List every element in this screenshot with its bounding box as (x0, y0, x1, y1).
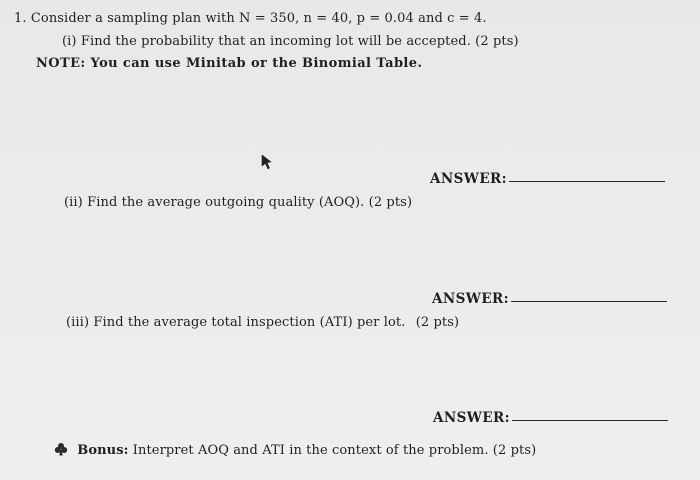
answer-2-label: ANSWER: (432, 291, 510, 307)
part-ii-label: (ii) (64, 195, 83, 210)
part-ii (64, 195, 412, 210)
bonus-points: (2 pts) (492, 443, 537, 458)
note-text: NOTE: You can use Minitab or the Binomial Table. (36, 56, 423, 71)
bonus-text: Interpret AOQ and ATI in the context of the problem. (132, 443, 489, 458)
answer-1-label: ANSWER: (430, 171, 508, 187)
part-iii (66, 315, 459, 330)
answer-3-label: ANSWER: (433, 410, 511, 426)
part-i-text: Find the probability that an incoming lot will be accepted. (80, 34, 471, 49)
question-intro (14, 11, 487, 26)
part-iii-points: (2 pts) (415, 315, 460, 330)
question-intro-text: Consider a sampling plan with N = 350, n = 40, p = 0.04 and c = 4. (30, 11, 487, 26)
part-i-points: (2 pts) (475, 34, 519, 49)
part-iii-text: Find the average total inspection (ATI) per lot. (93, 315, 406, 330)
part-ii-points: (2 pts) (368, 195, 413, 210)
part-ii-text: Find the average outgoing quality (AOQ). (87, 195, 365, 210)
club-icon (54, 442, 68, 456)
bonus (54, 442, 536, 458)
answer-3-blank[interactable] (512, 420, 668, 421)
part-i-label: (i) (62, 34, 77, 49)
part-iii-label: (iii) (66, 315, 90, 330)
arrow-cursor-icon (259, 154, 273, 170)
part-i (62, 34, 519, 49)
answer-1-blank[interactable] (509, 181, 665, 182)
question-number: 1. (14, 11, 27, 26)
answer-2-blank[interactable] (511, 301, 667, 302)
bonus-label: Bonus: (77, 443, 129, 458)
